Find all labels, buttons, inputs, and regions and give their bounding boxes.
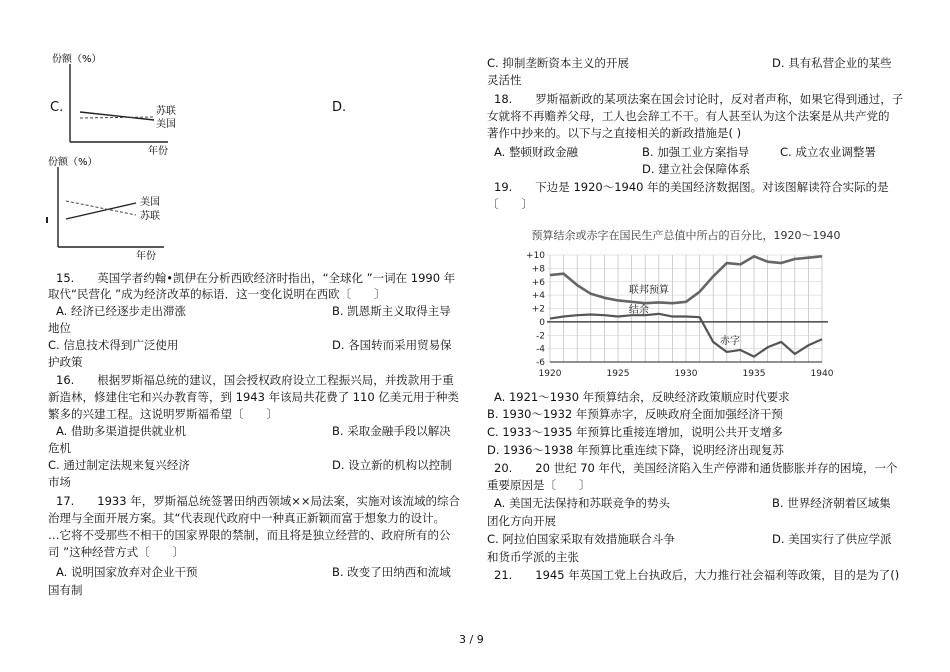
fig-d-line-soviet bbox=[66, 201, 136, 215]
q20-stem-1: 20. 20 世纪 70 年代，美国经济陷入生产停滞和通货膨胀并存的困境，一个 bbox=[494, 461, 898, 475]
option-c-label: C. bbox=[50, 100, 64, 115]
q15-option-c: C. 信息技术得到广泛使用 bbox=[48, 338, 179, 352]
option-d-label: D. bbox=[332, 100, 347, 115]
q15-option-d: D. 各国转而采用贸易保 bbox=[332, 338, 452, 352]
q17-stem-1: 17. 1933 年，罗斯福总统签署田纳西领域××局法案，实施对该流域的综合 bbox=[56, 494, 460, 508]
q16-stem-2: 新造林，修建住宅和兴办教育等，到 1943 年该局共花费了 110 亿美元用于种类 bbox=[48, 390, 459, 404]
q15-stem-2: 取代“民营化 ”成为经济改革的标语．这一变化说明在西欧〔 〕 bbox=[48, 287, 386, 301]
q17-option-c: C. 抑制垄断资本主义的开展 bbox=[487, 56, 629, 70]
budget-chart bbox=[510, 225, 841, 388]
q17-stem-3: …它将不受那些不相干的国家界限的禁制，而且将是独立经营的、政府所有的公 bbox=[48, 528, 451, 542]
q16-option-a-cont: 危机 bbox=[48, 441, 71, 455]
y-tick-label: +8 bbox=[531, 264, 545, 275]
q17-stem-4: 司 ”这种经营方式〔 〕 bbox=[48, 545, 185, 559]
q18-stem-3: 著作中抄来的。以下与之直接相关的新政措施是( ) bbox=[487, 126, 742, 140]
fig-d-xlabel: 年份 bbox=[136, 251, 156, 262]
q18-stem-2: 女就将不再赡养父母，工人也会辞工不干。有人甚至认为这个法案是从共产党的 bbox=[487, 109, 890, 123]
q18-option-b: B. 加强工业方案指导 bbox=[642, 145, 750, 159]
page-number: 3 / 9 bbox=[459, 633, 484, 646]
q15-stem-1: 15. 英国学者约翰•凯伊在分析西欧经济时指出，“全球化 ”一词在 1990 年 bbox=[56, 271, 456, 285]
q20-option-b-cont: 团化方向开展 bbox=[487, 514, 556, 528]
x-tick-label: 1925 bbox=[606, 369, 630, 379]
q18-option-c: C. 成立农业调整署 bbox=[780, 145, 876, 159]
x-tick-label: 1940 bbox=[810, 369, 834, 379]
fig-d-line-us bbox=[66, 203, 136, 219]
q18-option-a: A. 整顿财政金融 bbox=[494, 145, 578, 159]
q16-option-b: B. 采取金融手段以解决 bbox=[332, 424, 451, 438]
q20-option-d-cont: 和货币学派的主张 bbox=[487, 550, 579, 564]
q16-stem-3: 繁多的兴建工程。这说明罗斯福希望〔 〕 bbox=[48, 407, 278, 421]
q15-option-a: A. 经济已经逐步走出滞涨 bbox=[56, 304, 186, 318]
q17-option-b: B. 改变了田纳西和流域 bbox=[332, 565, 451, 579]
chart-title: 预算结余或赤字在国民生产总值中所占的百分比，1920～1940 bbox=[531, 229, 841, 242]
q20-option-a: A. 美国无法保持和苏联竞争的势头 bbox=[494, 496, 670, 510]
annotation-deficit: 赤字 bbox=[720, 335, 740, 347]
figure-c-share-chart bbox=[40, 50, 210, 156]
q19-option-b: B. 1930～1932 年预算赤字，反映政府全面加强经济干预 bbox=[487, 407, 783, 421]
annotation-federal-budget: 联邦预算 bbox=[628, 285, 669, 297]
q15-option-d-cont: 护政策 bbox=[48, 355, 83, 369]
y-tick-label: -2 bbox=[536, 331, 545, 342]
x-tick-label: 1930 bbox=[674, 369, 698, 379]
fig-c-series-soviet: 苏联 bbox=[156, 106, 176, 117]
x-tick-label: 1920 bbox=[538, 369, 562, 379]
fig-c-line-us bbox=[80, 117, 154, 118]
y-tick-label: +4 bbox=[531, 291, 545, 302]
q15-option-b: B. 凯恩斯主义取得主导 bbox=[332, 304, 451, 318]
q17-option-a: A. 说明国家放弃对企业干预 bbox=[56, 565, 198, 579]
q15-option-b-cont: 地位 bbox=[48, 321, 71, 335]
q18-stem-1: 18. 罗斯福新政的某项法案在国会讨论时，反对者声称，如果它得到通过，子 bbox=[494, 92, 904, 106]
q19-stem-2: 〔 〕 bbox=[487, 197, 533, 211]
q18-option-d: D. 建立社会保障体系 bbox=[642, 162, 751, 176]
fig-c-series-us: 美国 bbox=[156, 119, 176, 130]
y-tick-label: +2 bbox=[531, 304, 545, 315]
y-tick-label: +10 bbox=[526, 251, 545, 261]
y-tick-label: -6 bbox=[536, 358, 545, 368]
q16-option-a: A. 借助多渠道提供就业机 bbox=[56, 424, 186, 438]
q19-option-c: C. 1933～1935 年预算比重接连增加，说明公共开支增多 bbox=[487, 425, 784, 439]
q20-stem-2: 重要原因是〔 〕 bbox=[487, 478, 591, 492]
q20-option-c: C. 阿拉伯国家采取有效措施联合斗争 bbox=[487, 532, 675, 546]
q17-option-a-cont: 国有制 bbox=[48, 583, 83, 597]
figure-d-share-chart bbox=[40, 153, 210, 263]
q20-option-d: D. 美国实行了供应学派 bbox=[772, 532, 892, 546]
q17-option-d: D. 具有私营企业的某些 bbox=[772, 56, 892, 70]
annotation-surplus: 结余 bbox=[628, 305, 649, 317]
fig-d-series-soviet: 苏联 bbox=[140, 211, 160, 222]
q21-stem-1: 21. 1945 年英国工党上台执政后，大力推行社会福利等政策，目的是为了() bbox=[494, 568, 900, 582]
fig-d-ylabel: 份额（%） bbox=[48, 157, 98, 168]
fig-c-xlabel: 年份 bbox=[148, 146, 168, 157]
fig-c-line-soviet bbox=[80, 112, 154, 120]
q19-option-a: A. 1921～1930 年预算结余，反映经济政策顺应时代要求 bbox=[494, 390, 790, 404]
y-tick-label: +6 bbox=[531, 277, 545, 288]
q17-stem-2: 治理与全面开展方案。其“代表现代政府中一种真正新颖而富于想象力的设计。 bbox=[48, 511, 445, 525]
fig-d-series-us: 美国 bbox=[140, 197, 160, 208]
y-tick-label: -4 bbox=[536, 344, 545, 355]
q19-option-d: D. 1936～1938 年预算比重连续下降，说明经济出现复苏 bbox=[487, 443, 784, 457]
q17-option-d-cont: 灵活性 bbox=[487, 73, 522, 87]
fig-c-ylabel: 份额（%） bbox=[52, 54, 102, 65]
x-tick-label: 1935 bbox=[742, 369, 766, 379]
q16-option-c-cont: 市场 bbox=[48, 475, 71, 489]
q20-option-b: B. 世界经济朝着区域集 bbox=[772, 496, 891, 510]
q19-stem-1: 19. 下边是 1920～1940 年的美国经济数据图。对该图解读符合实际的是 bbox=[494, 180, 889, 194]
q16-option-d: D. 设立新的机构以控制 bbox=[332, 458, 452, 472]
q16-stem-1: 16. 根据罗斯福总统的建议，国会授权政府设立工程振兴局，并拨款用于重 bbox=[56, 373, 454, 387]
y-tick-label: 0 bbox=[539, 317, 545, 328]
q16-option-c: C. 通过制定法规来复兴经济 bbox=[48, 458, 190, 472]
fig-d-left-mark bbox=[46, 217, 48, 223]
